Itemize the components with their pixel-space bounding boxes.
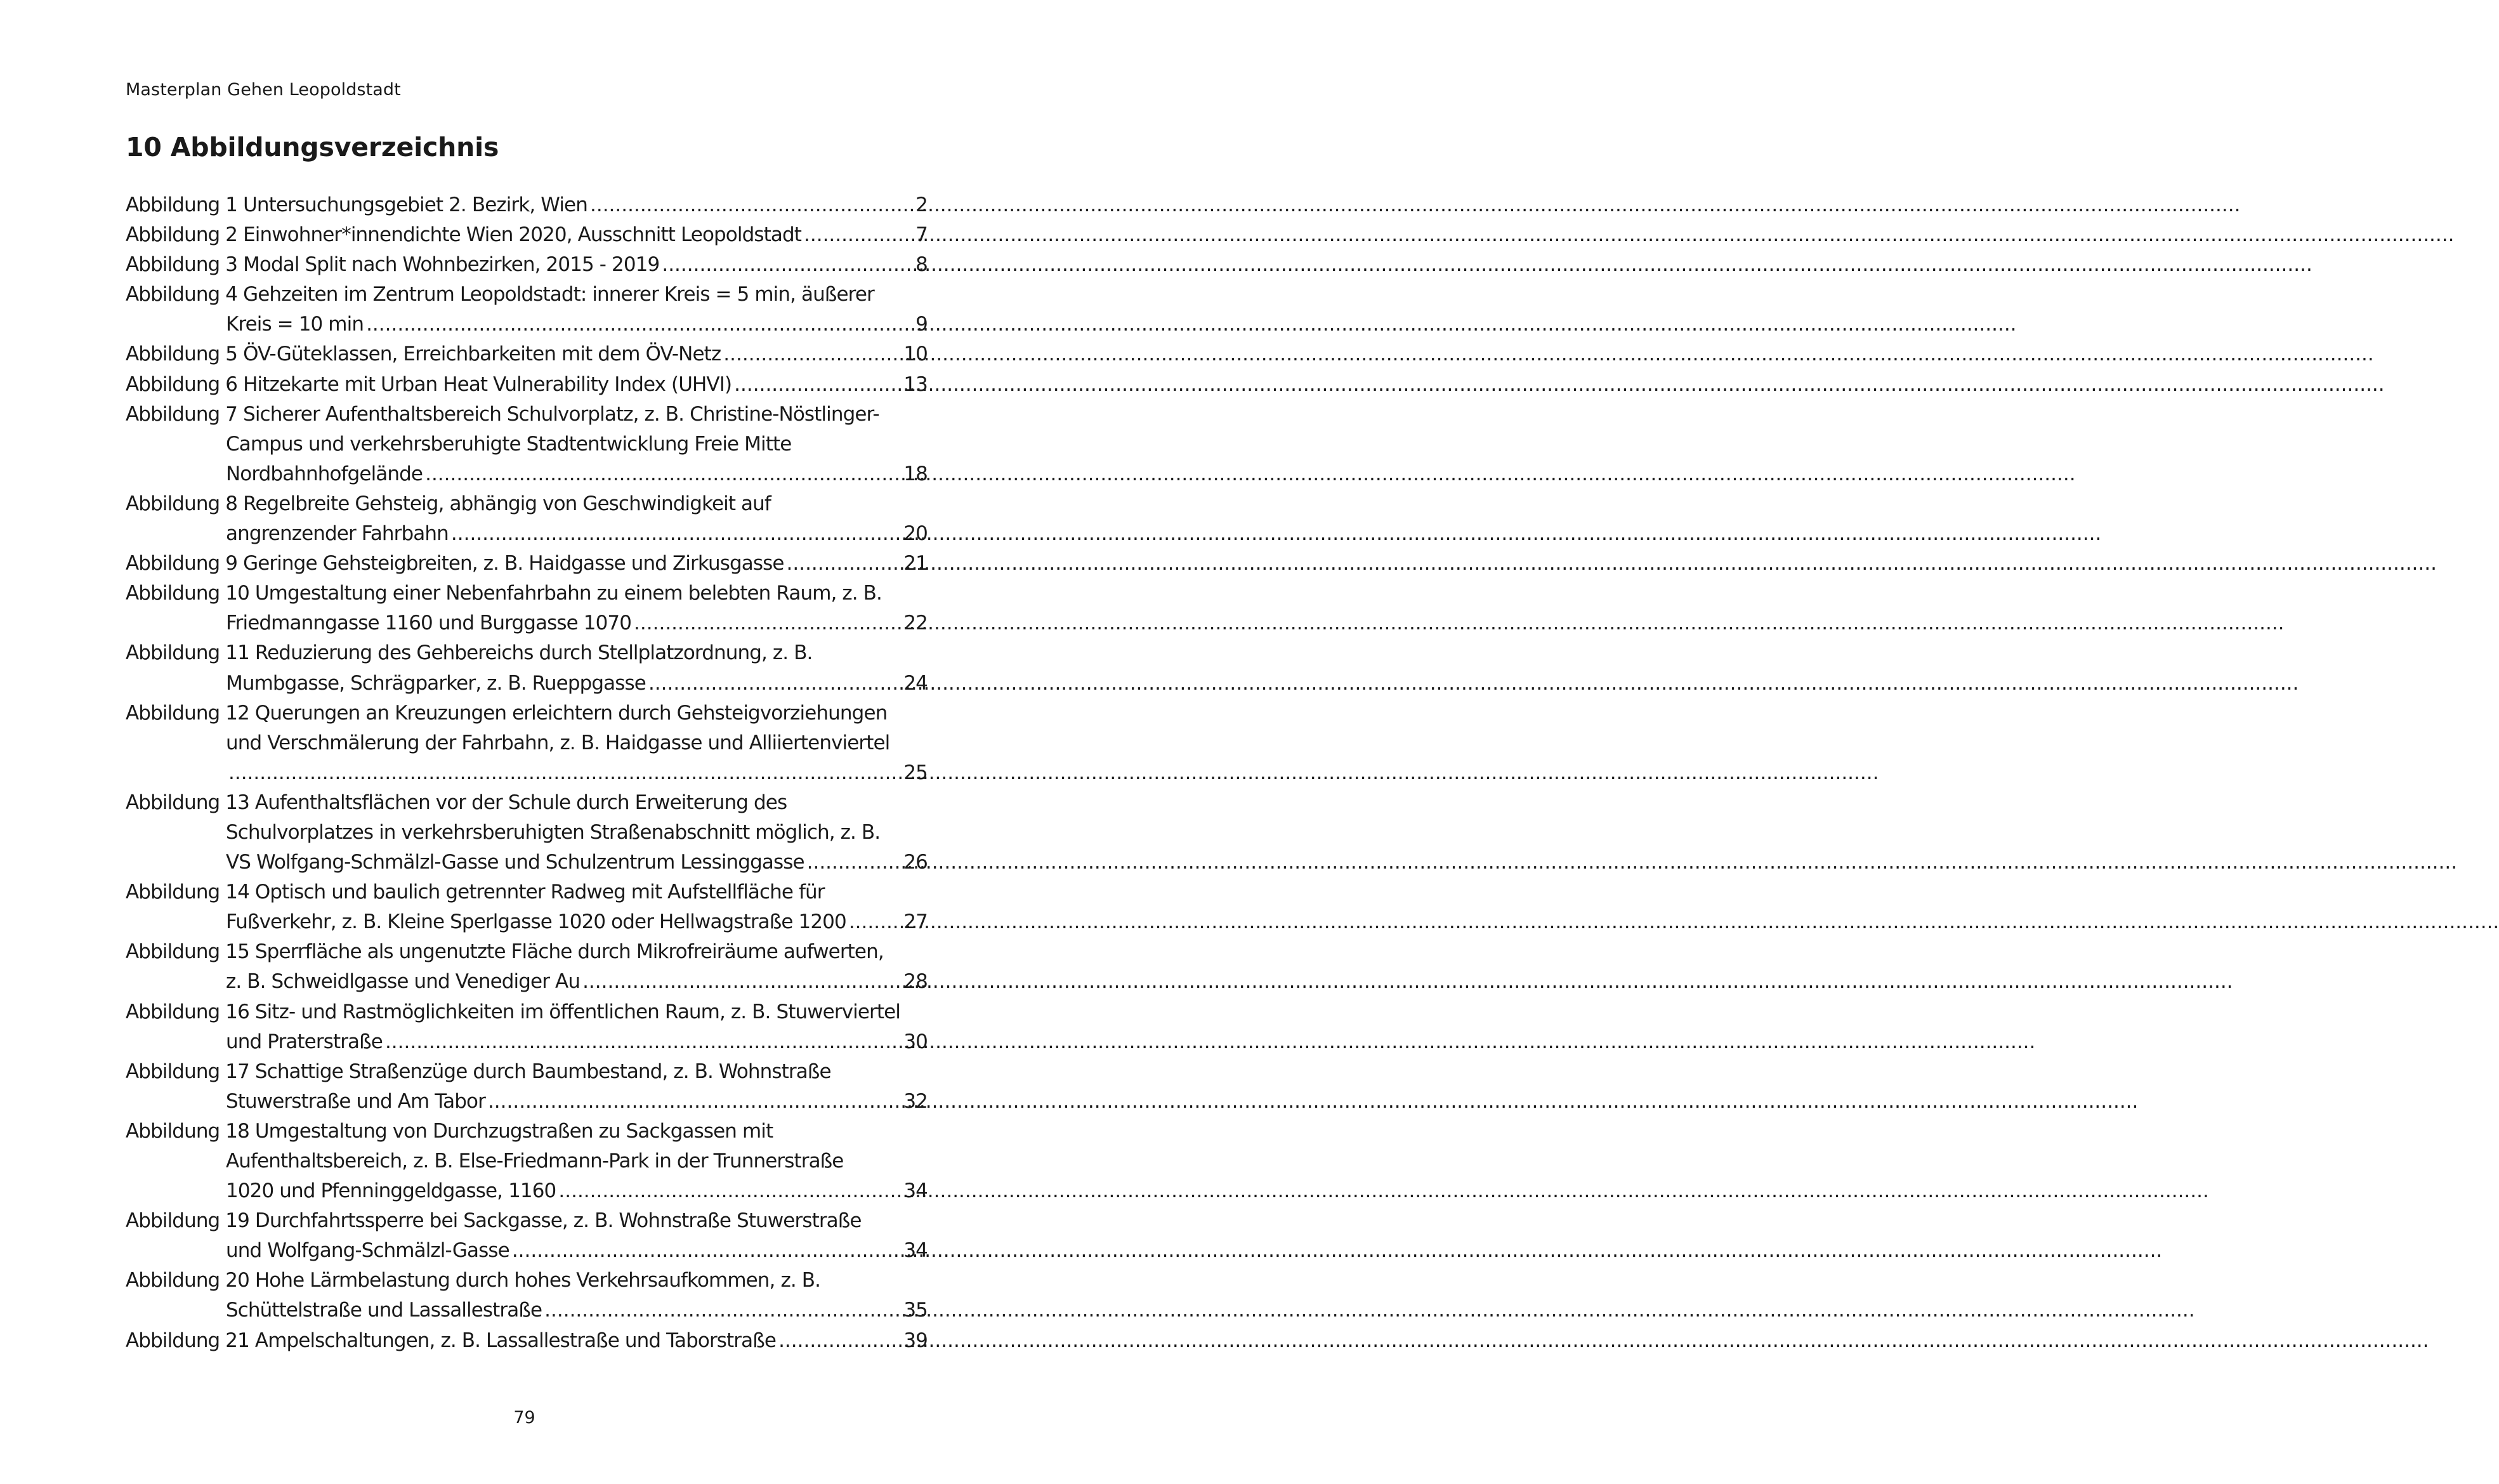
toc-entry-line <box>126 1057 928 1087</box>
toc-entry-continuation <box>126 608 928 638</box>
toc-entry-text: Friedmanngasse 1160 und Burggasse 1070 <box>226 612 632 635</box>
toc-entry-line <box>126 1326 928 1356</box>
toc-dot-leader <box>558 1176 901 1206</box>
toc-entry-continuation <box>126 459 928 489</box>
toc-entry[interactable] <box>126 339 928 369</box>
toc-dot-leader <box>804 220 913 250</box>
toc-entry-text: z. B. Schweidlgasse und Venediger Au <box>226 970 580 994</box>
toc-page-number: 30 <box>903 1030 928 1053</box>
toc-entry-text: Abbildung 2 Einwohner*innendichte Wien 2020, Ausschnitt Leopoldstadt <box>126 223 802 247</box>
toc-entry-text: Fußverkehr, z. B. Kleine Sperlgasse 1020 oder Hellwagstraße 1200 <box>226 910 846 934</box>
toc-entry[interactable] <box>126 280 928 339</box>
toc-entry-text: Abbildung 20 Hohe Lärmbelastung durch hohes Verkehrsaufkommen, z. B. <box>126 1269 821 1292</box>
toc-entry-continuation <box>126 310 928 339</box>
toc-entry-text: VS Wolfgang-Schmälzl-Gasse und Schulzentrum Lessinggasse <box>226 851 804 874</box>
toc-entry-line <box>126 549 928 579</box>
toc-entry-text: Stuwerstraße und Am Tabor <box>226 1089 485 1113</box>
toc-page-number: 25 <box>903 761 928 784</box>
toc-entry-continuation <box>126 848 928 877</box>
toc-page-number: 22 <box>903 612 928 635</box>
toc-entry-text: Abbildung 13 Aufenthaltsflächen vor der Schule durch Erweiterung des <box>126 791 787 814</box>
toc-entry-continuation <box>126 728 928 758</box>
toc-page-number: 9 <box>915 313 928 336</box>
page-number: 79 <box>513 1408 535 1428</box>
toc-entry-line <box>126 280 928 310</box>
toc-entry[interactable] <box>126 549 928 579</box>
toc-entry-text: Abbildung 4 Gehzeiten im Zentrum Leopoldstadt: innerer Kreis = 5 min, äußerer <box>126 283 874 306</box>
toc-entry-text: Abbildung 9 Geringe Gehsteigbreiten, z. B. Haidgasse und Zirkusgasse <box>126 552 784 575</box>
toc-entry-line <box>126 250 928 280</box>
toc-entry-continuation <box>126 967 928 997</box>
toc-page-number: 28 <box>903 970 928 994</box>
toc-entry[interactable] <box>126 1326 928 1356</box>
toc-dot-leader <box>582 967 901 997</box>
toc-dot-leader <box>512 1236 902 1266</box>
toc-page-number: 13 <box>903 372 928 396</box>
toc-entry-text: und Praterstraße <box>226 1030 383 1053</box>
toc-entry[interactable] <box>126 370 928 400</box>
running-header: Masterplan Gehen Leopoldstadt <box>126 80 401 100</box>
toc-page-number: 32 <box>903 1089 928 1113</box>
toc-page-number: 10 <box>903 343 928 366</box>
toc-entry-text: Abbildung 21 Ampelschaltungen, z. B. Lassallestraße und Taborstraße <box>126 1329 777 1352</box>
toc-entry-continuation <box>126 430 928 459</box>
toc-entry-continuation <box>126 1296 928 1325</box>
toc-entry[interactable] <box>126 1117 928 1206</box>
toc-entry-text: Abbildung 1 Untersuchungsgebiet 2. Bezirk, Wien <box>126 194 587 216</box>
toc-entry-line <box>126 1206 928 1236</box>
toc-entry-text: Campus und verkehrsberuhigte Stadtentwicklung Freie Mitte <box>226 432 792 456</box>
toc-entry-continuation <box>126 1146 928 1176</box>
toc-dot-leader <box>662 250 913 280</box>
toc-entry-text: Aufenthaltsbereich, z. B. Else-Friedmann-Park in der Trunnerstraße <box>226 1150 844 1172</box>
toc-page-number: 27 <box>903 910 928 934</box>
toc-entry-text: Abbildung 18 Umgestaltung von Durchzugstraßen zu Sackgassen mit <box>126 1119 773 1143</box>
toc-entry[interactable] <box>126 1206 928 1266</box>
toc-page-number: 20 <box>903 522 928 546</box>
toc-entry-text: Abbildung 15 Sperrfläche als ungenutzte Fläche durch Mikrofreiräume aufwerten, <box>126 940 884 964</box>
toc-entry-continuation <box>126 907 928 937</box>
toc-entry-line <box>126 1266 928 1296</box>
toc-entry-line <box>126 220 928 250</box>
toc-dot-leader <box>228 758 901 788</box>
toc-entry-line <box>126 638 928 668</box>
toc-entry-text: und Verschmälerung der Fahrbahn, z. B. Haidgasse und Alliiertenviertel <box>226 731 890 754</box>
toc-page-number: 24 <box>903 671 928 695</box>
toc-page-number: 8 <box>915 253 928 277</box>
toc-entry-continuation <box>126 1087 928 1117</box>
toc-page-number: 2 <box>915 194 928 216</box>
toc-page-number: 34 <box>903 1239 928 1263</box>
toc-dot-leader <box>366 310 913 339</box>
toc-entry-line <box>126 370 928 400</box>
toc-dot-leader <box>648 669 901 699</box>
toc-entry[interactable] <box>126 250 928 280</box>
toc-entry-continuation <box>126 1027 928 1057</box>
toc-entry-text: Abbildung 12 Querungen an Kreuzungen erleichtern durch Gehsteigvorziehungen <box>126 701 888 725</box>
toc-entry-line <box>126 699 928 728</box>
toc-entry[interactable] <box>126 997 928 1057</box>
toc-entry[interactable] <box>126 788 928 877</box>
toc-page-number: 18 <box>903 462 928 485</box>
toc-dot-leader <box>778 1326 901 1356</box>
toc-entry-text: Abbildung 11 Reduzierung des Gehbereichs durch Stellplatzordnung, z. B. <box>126 641 813 665</box>
toc-page-number: 39 <box>903 1329 928 1352</box>
toc-dot-leader <box>385 1027 901 1057</box>
toc-entry-text: Schüttelstraße und Lassallestraße <box>226 1299 542 1322</box>
toc-entry[interactable] <box>126 1057 928 1117</box>
toc-entry[interactable] <box>126 877 928 937</box>
toc-entry-line <box>126 400 928 430</box>
toc-entry[interactable] <box>126 699 928 788</box>
toc-entry[interactable] <box>126 638 928 698</box>
toc-page-number: 21 <box>903 552 928 575</box>
toc-page-number: 26 <box>903 851 928 874</box>
toc-dot-leader <box>849 907 902 937</box>
toc-dot-leader <box>723 339 901 369</box>
toc-dot-leader <box>787 549 902 579</box>
toc-dot-leader <box>590 190 913 220</box>
toc-entry-text: Abbildung 17 Schattige Straßenzüge durch Baumbestand, z. B. Wohnstraße <box>126 1060 831 1083</box>
toc-entry-line <box>126 489 928 519</box>
toc-entry-continuation <box>126 818 928 848</box>
toc-entry[interactable] <box>126 579 928 638</box>
toc-entry-text: angrenzender Fahrbahn <box>226 522 449 546</box>
toc-dot-leader <box>451 519 901 549</box>
toc-entry-line <box>126 1117 928 1146</box>
toc-entry-text: Abbildung 7 Sicherer Aufenthaltsbereich Schulvorplatz, z. B. Christine-Nöstlinger- <box>126 402 879 426</box>
toc-entry-text: Abbildung 5 ÖV-Güteklassen, Erreichbarkeiten mit dem ÖV-Netz <box>126 343 721 366</box>
toc-entry-line <box>126 579 928 608</box>
toc-entry-text: Kreis = 10 min <box>226 313 364 336</box>
toc-entry[interactable] <box>126 190 928 220</box>
toc-dot-leader <box>734 370 901 400</box>
figure-list <box>126 190 928 1356</box>
toc-dot-leader <box>634 608 901 638</box>
toc-entry[interactable] <box>126 489 928 549</box>
toc-entry-continuation <box>126 669 928 699</box>
toc-entry[interactable] <box>126 220 928 250</box>
toc-entry-line <box>126 190 928 220</box>
toc-entry-line <box>126 339 928 369</box>
toc-page-number: 7 <box>915 223 928 247</box>
toc-entry-text: und Wolfgang-Schmälzl-Gasse <box>226 1239 509 1263</box>
toc-page-number: 34 <box>903 1179 928 1203</box>
toc-entry-text: Schulvorplatzes in verkehrsberuhigten Straßenabschnitt möglich, z. B. <box>226 820 881 844</box>
toc-entry-continuation <box>126 1176 928 1206</box>
toc-entry-line <box>126 937 928 967</box>
toc-entry-text: Abbildung 19 Durchfahrtssperre bei Sackgasse, z. B. Wohnstraße Stuwerstraße <box>126 1209 862 1233</box>
toc-dot-leader <box>488 1087 901 1117</box>
toc-entry-continuation <box>126 758 928 788</box>
chapter-title: 10 Abbildungsverzeichnis <box>126 132 499 162</box>
toc-entry-text: Abbildung 3 Modal Split nach Wohnbezirken, 2015 - 2019 <box>126 253 660 277</box>
toc-entry-continuation <box>126 519 928 549</box>
toc-entry-text: Abbildung 10 Umgestaltung einer Nebenfahrbahn zu einem belebten Raum, z. B. <box>126 582 882 605</box>
toc-entry-line <box>126 997 928 1027</box>
toc-entry-text: Mumbgasse, Schrägparker, z. B. Rueppgasse <box>226 671 646 695</box>
toc-entry-text: Abbildung 14 Optisch und baulich getrennter Radweg mit Aufstellfläche für <box>126 881 825 904</box>
toc-entry-continuation <box>126 1236 928 1266</box>
toc-entry-text: Nordbahnhofgelände <box>226 462 423 485</box>
toc-entry-text: Abbildung 6 Hitzekarte mit Urban Heat Vulnerability Index (UHVI) <box>126 372 732 396</box>
toc-entry-text: Abbildung 16 Sitz- und Rastmöglichkeiten im öffentlichen Raum, z. B. Stuwerviertel <box>126 1000 901 1023</box>
toc-dot-leader <box>425 459 901 489</box>
toc-entry-line <box>126 877 928 907</box>
toc-entry[interactable] <box>126 1266 928 1325</box>
toc-entry-text: 1020 und Pfenninggeldgasse, 1160 <box>226 1179 556 1203</box>
toc-entry-text: Abbildung 8 Regelbreite Gehsteig, abhängig von Geschwindigkeit auf <box>126 492 771 515</box>
toc-entry[interactable] <box>126 400 928 489</box>
toc-entry-line <box>126 788 928 818</box>
toc-page-number: 35 <box>903 1299 928 1322</box>
toc-dot-leader <box>807 848 902 877</box>
toc-entry[interactable] <box>126 937 928 997</box>
toc-dot-leader <box>544 1296 901 1325</box>
